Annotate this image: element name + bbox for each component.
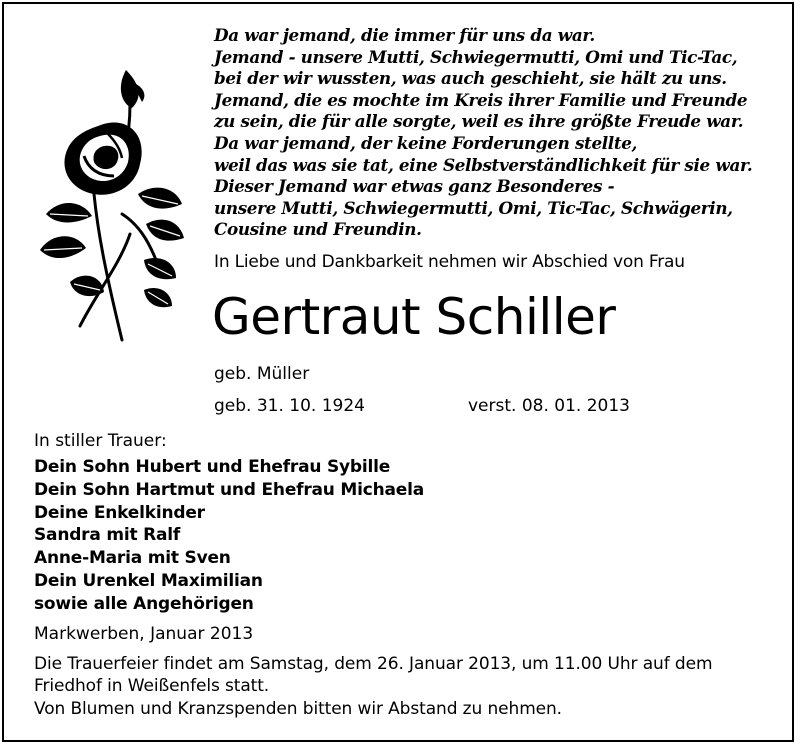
poem-line: unsere Mutti, Schwiegermutti, Omi, Tic-Tac, Schwägerin, — [214, 197, 733, 218]
poem-line: bei der wir wussten, was auch geschieht, sie hält zu uns. — [214, 68, 727, 89]
poem — [214, 25, 752, 241]
place-date: Markwerben, Januar 2013 — [34, 624, 254, 644]
mourner: Dein Sohn Hubert und Ehefrau Sybille — [34, 457, 391, 477]
mourners-list — [34, 456, 424, 616]
mourning-lead: In stiller Trauer: — [34, 431, 167, 451]
mourner: sowie alle Angehörigen — [34, 593, 254, 614]
poem-line: Jemand, die es mochte im Kreis ihrer Familie und Freunde — [214, 89, 748, 110]
info-line: Von Blumen und Kranzspenden bitten wir Abstand zu nehmen. — [34, 698, 562, 719]
farewell-intro: In Liebe und Dankbarkeit nehmen wir Abschied von Frau — [214, 252, 685, 272]
poem-line: Cousine und Freundin. — [214, 219, 422, 240]
poem-line: Da war jemand, die immer für uns da war. — [214, 25, 595, 45]
poem-line: Dieser Jemand war etwas ganz Besonderes - — [214, 176, 615, 197]
deceased-name: Gertraut Schiller — [212, 288, 616, 346]
mourner: Anne-Maria mit Sven — [34, 548, 231, 569]
poem-line: Jemand - unsere Mutti, Schwiegermutti, Omi und Tic-Tac, — [214, 46, 738, 67]
funeral-info — [34, 653, 712, 720]
mourner: Sandra mit Ralf — [34, 525, 181, 546]
poem-line: zu sein, die für alle sorgte, weil es ihre größte Freude war. — [214, 111, 744, 132]
maiden-name: geb. Müller — [214, 364, 310, 384]
info-line: Friedhof in Weißenfels statt. — [34, 676, 270, 697]
poem-line: Da war jemand, der keine Forderungen stellte, — [214, 132, 638, 153]
info-line: Die Trauerfeier findet am Samstag, dem 26. Januar 2013, um 11.00 Uhr auf dem — [34, 654, 713, 674]
mourner: Deine Enkelkinder — [34, 502, 205, 523]
mourner: Dein Urenkel Maximilian — [34, 570, 263, 591]
birth-date: geb. 31. 10. 1924 — [214, 396, 365, 416]
rose-illustration-icon — [26, 64, 186, 354]
poem-line: weil das was sie tat, eine Selbstverständlichkeit für sie war. — [214, 154, 753, 175]
death-date: verst. 08. 01. 2013 — [468, 396, 630, 416]
mourner: Dein Sohn Hartmut und Ehefrau Michaela — [34, 479, 425, 500]
